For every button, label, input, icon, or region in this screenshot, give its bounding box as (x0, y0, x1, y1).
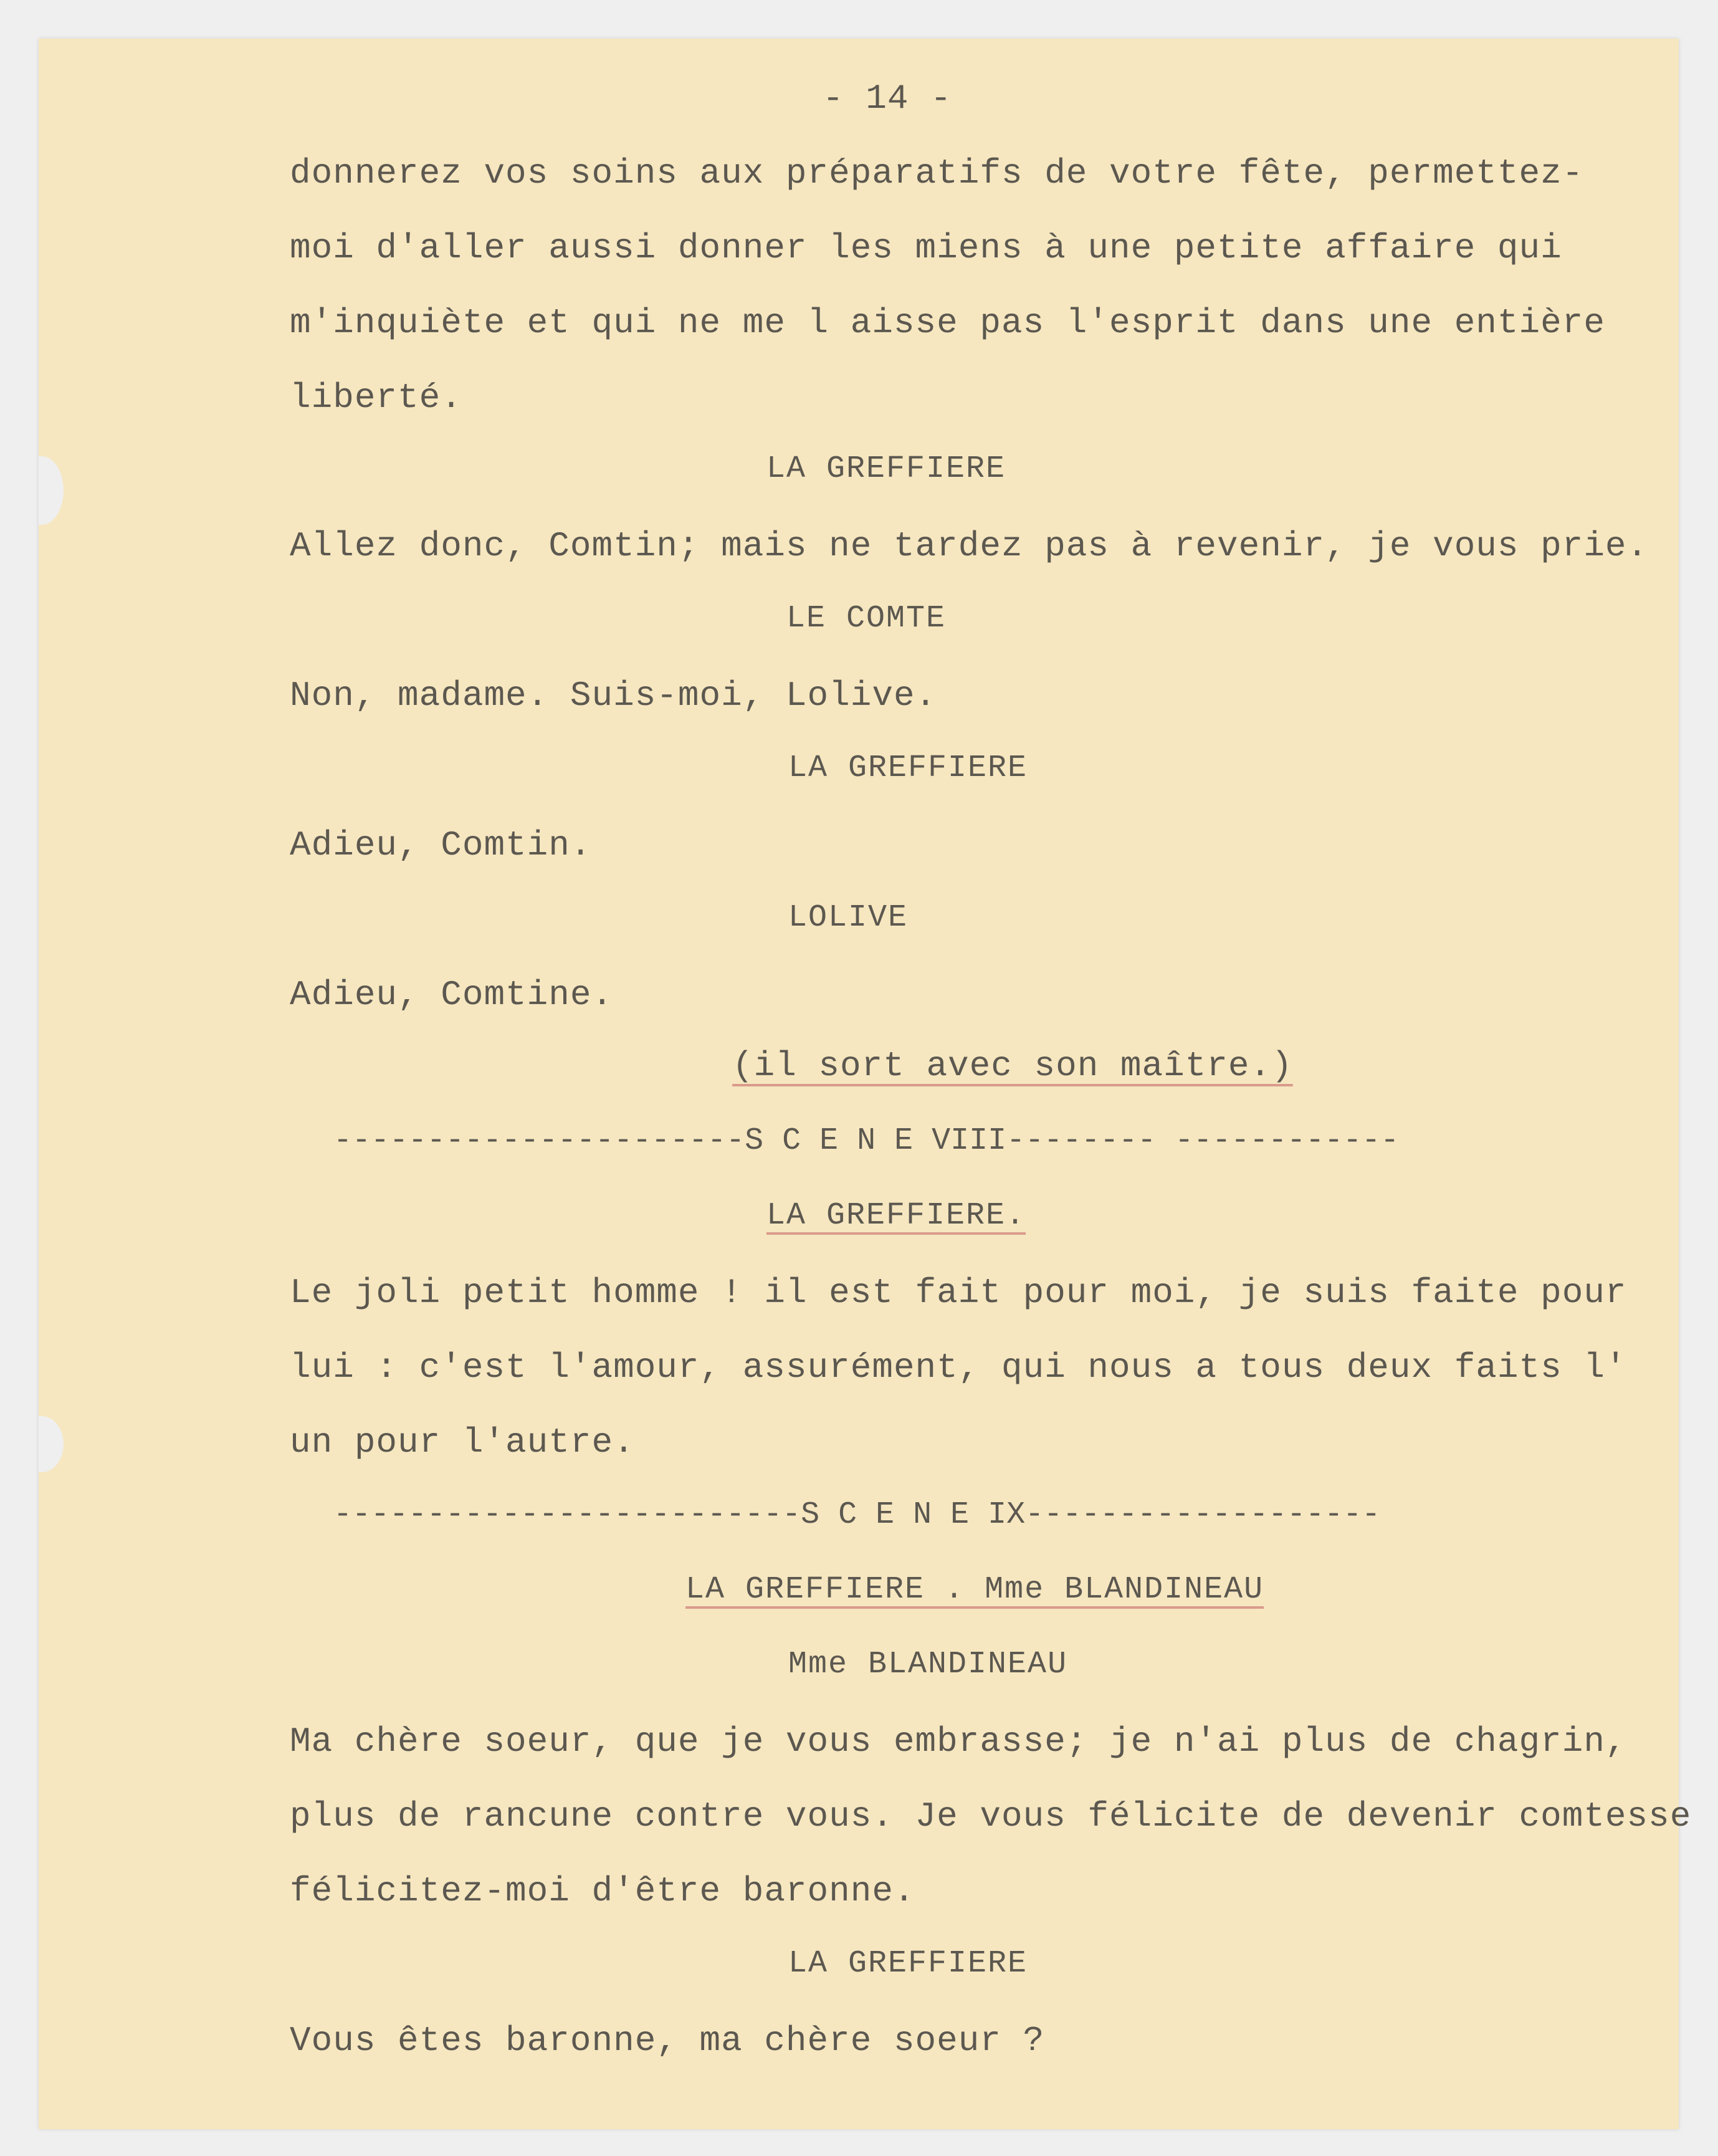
stage-direction: (il sort avec son maître.) (732, 1046, 1293, 1086)
dialogue-line: Allez donc, Comtin; mais ne tardez pas à revenir, je vous prie. (290, 526, 1649, 566)
speaker-name: LA GREFFIERE (788, 750, 1028, 786)
dialogue-line: Vous êtes baronne, ma chère soeur ? (290, 2021, 1045, 2061)
text-line: un pour l'autre. (290, 1422, 635, 1462)
paper-notch (39, 1416, 64, 1472)
text-line: liberté. (290, 378, 462, 418)
scene-characters: LA GREFFIERE. (766, 1198, 1026, 1234)
dialogue-line: Adieu, Comtine. (290, 975, 614, 1015)
page-number: - 14 - (823, 79, 952, 118)
dialogue-line: Non, madame. Suis-moi, Lolive. (290, 676, 937, 716)
text-line: Ma chère soeur, que je vous embrasse; je n'ai plus de chagrin, (290, 1722, 1627, 1761)
text-line: donnerez vos soins aux préparatifs de votre fête, permettez- (290, 153, 1584, 193)
scene-divider: ----------------------S C E N E VIII-------- ------------ (333, 1123, 1400, 1159)
text-line: Le joli petit homme ! il est fait pour moi, je suis faite pour (290, 1273, 1627, 1313)
text-line: lui : c'est l'amour, assurément, qui nous a tous deux faits l' (290, 1348, 1627, 1387)
speaker-name: LE COMTE (786, 601, 947, 636)
text-line: m'inquiète et qui ne me l aisse pas l'esprit dans une entière (290, 303, 1605, 343)
speaker-name: LA GREFFIERE (788, 1946, 1028, 1981)
text-line: plus de rancune contre vous. Je vous félicite de devenir comtesse (290, 1796, 1692, 1836)
paper-notch (39, 456, 64, 525)
text-line: moi d'aller aussi donner les miens à une petite affaire qui (290, 228, 1562, 268)
speaker-name: Mme BLANDINEAU (788, 1647, 1068, 1682)
speaker-name: LA GREFFIERE (766, 451, 1006, 487)
text-line: félicitez-moi d'être baronne. (290, 1871, 915, 1911)
speaker-name: LOLIVE (788, 900, 909, 936)
scene-divider: -------------------------S C E N E IX------------------- (333, 1497, 1381, 1533)
dialogue-line: Adieu, Comtin. (290, 825, 592, 865)
scene-characters: LA GREFFIERE . Mme BLANDINEAU (685, 1572, 1264, 1607)
